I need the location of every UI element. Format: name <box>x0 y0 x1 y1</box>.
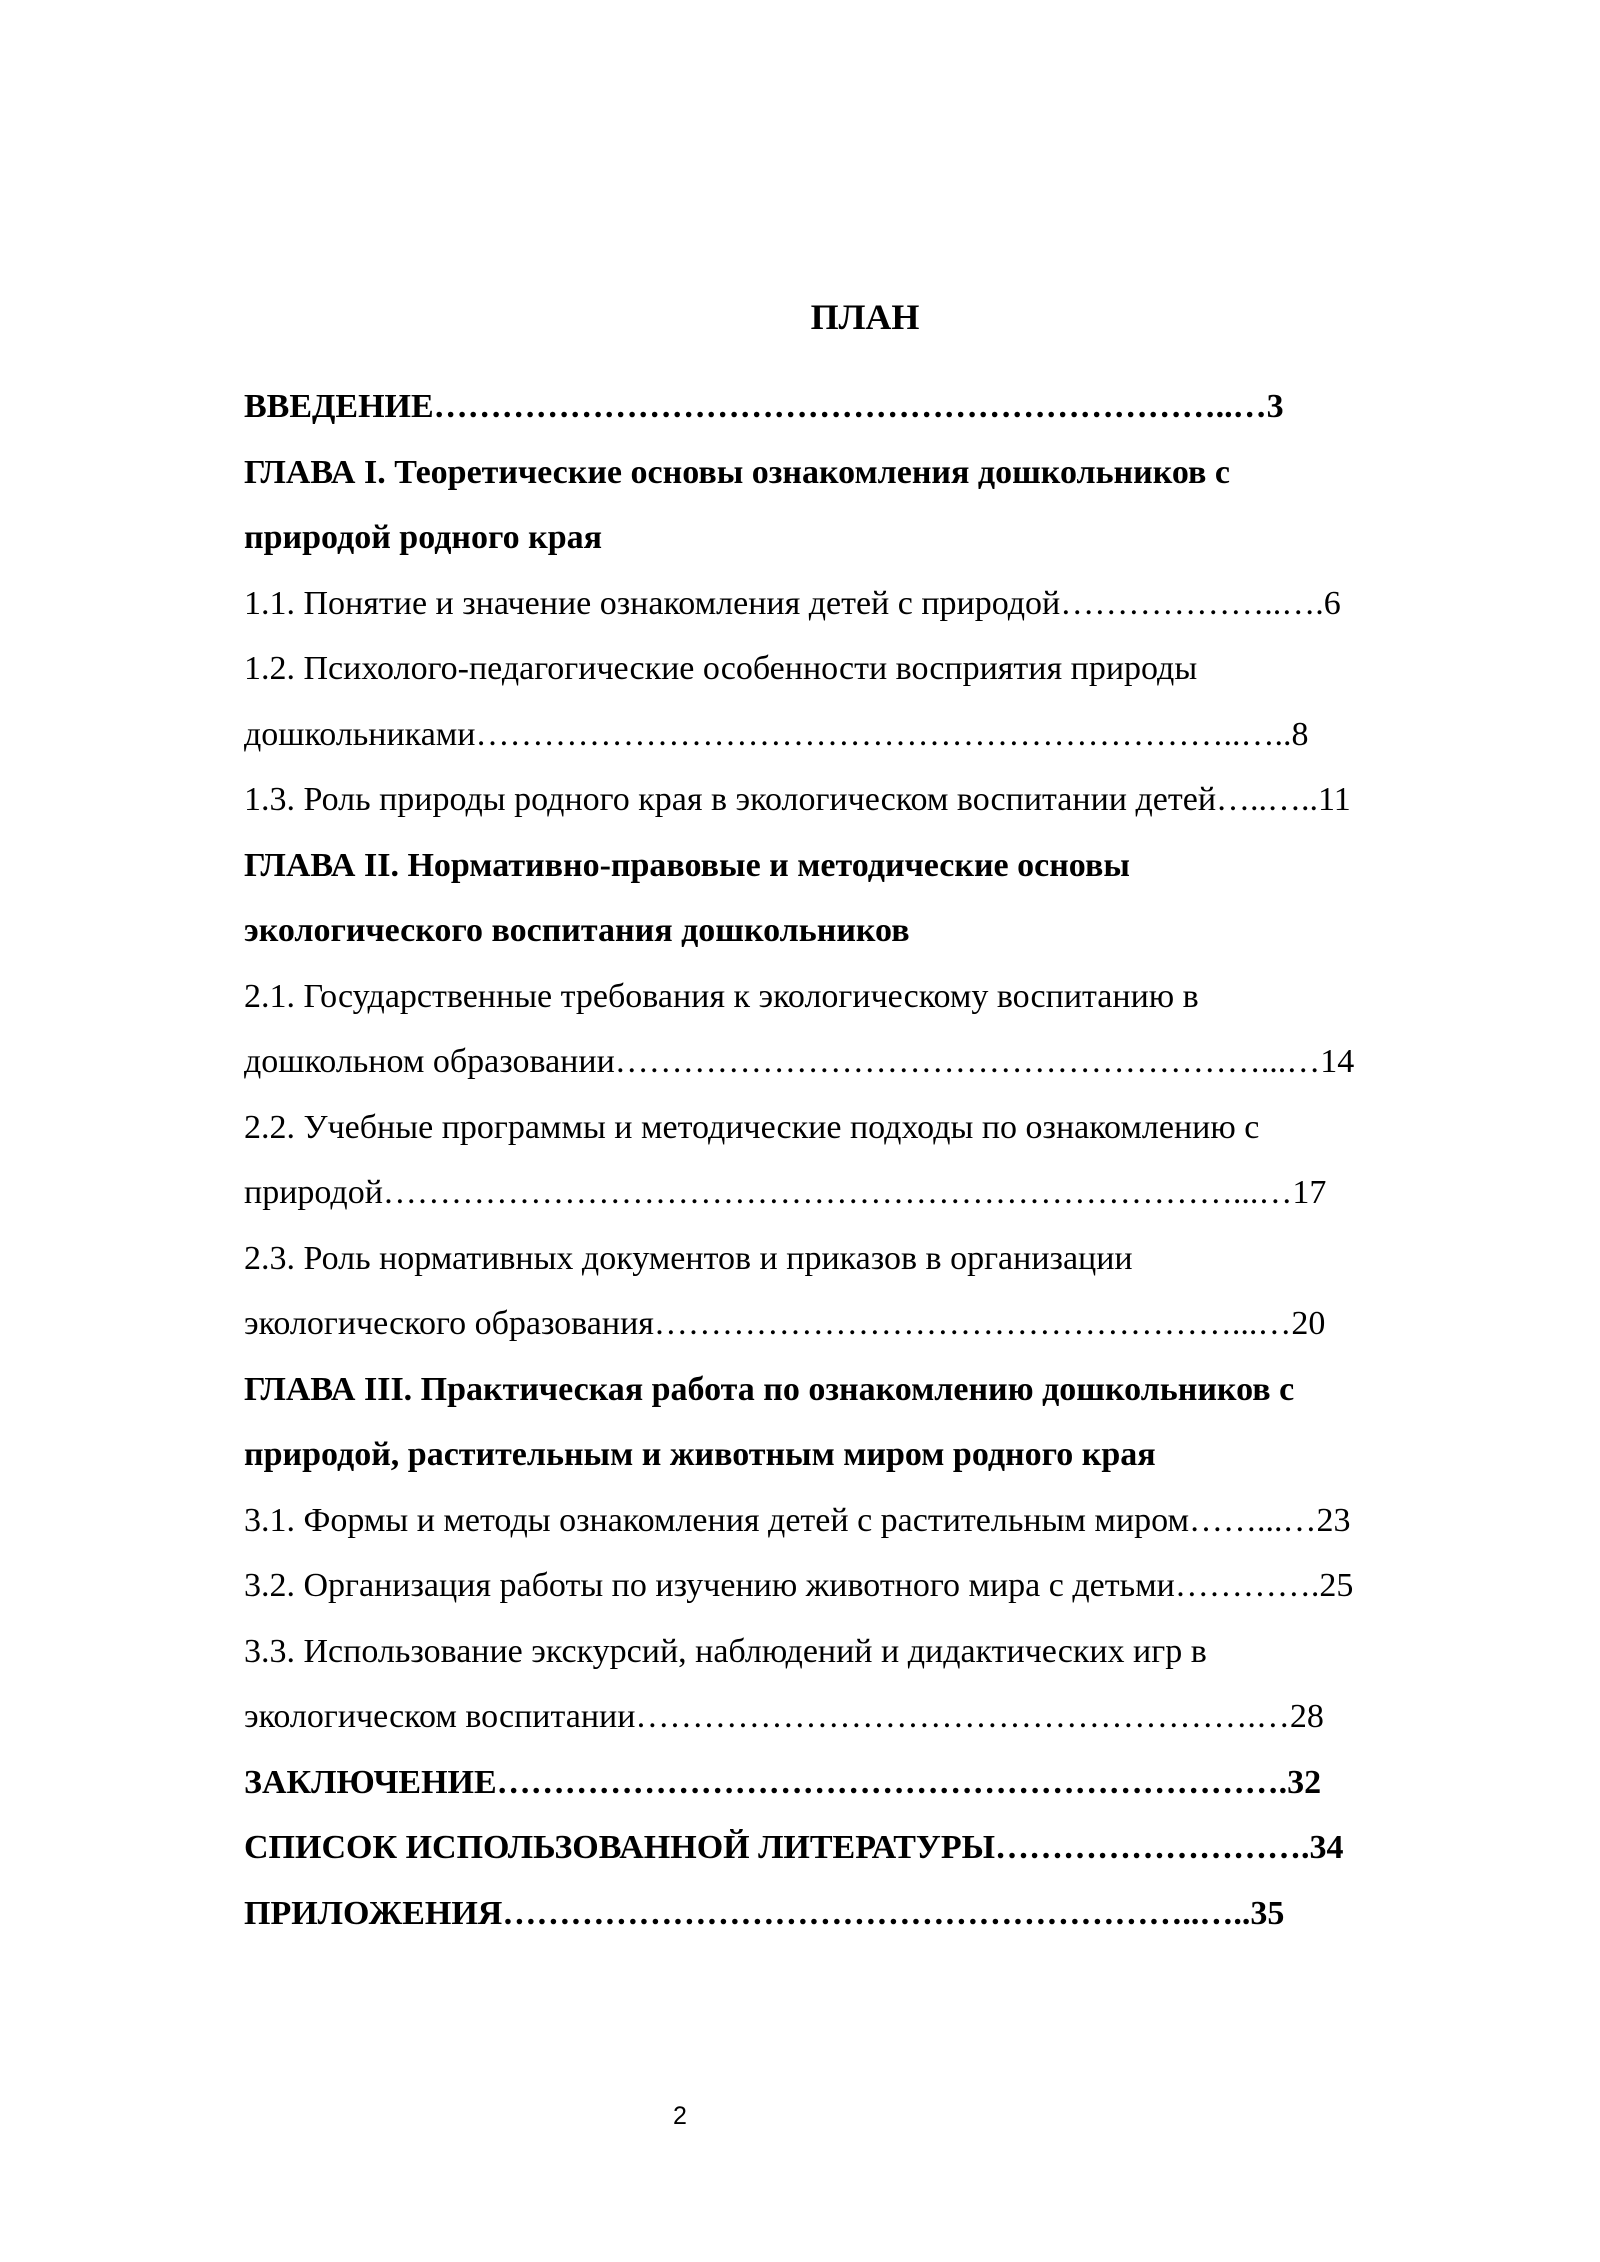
toc-line-section-2-2-continued: природой…………………………………………………………………...…17 <box>244 1174 1327 1211</box>
toc-line-references: СПИСОК ИСПОЛЬЗОВАННОЙ ЛИТЕРАТУРЫ……………………….34 <box>244 1829 1344 1866</box>
toc-line-introduction: ВВЕДЕНИЕ……………………………………………………………..…3 <box>244 388 1284 425</box>
toc-line-section-3-2: 3.2. Организация работы по изучению животного мира с детьми………….25 <box>244 1567 1354 1604</box>
toc-line-section-2-1: 2.1. Государственные требования к экологическому воспитанию в <box>244 977 1199 1015</box>
toc-line-section-1-2: 1.2. Психолого-педагогические особенности восприятия природы <box>244 650 1198 687</box>
toc-line-section-2-3: 2.3. Роль нормативных документов и приказов в организации <box>244 1239 1133 1277</box>
toc-line-chapter-2-title-continued: экологического воспитания дошкольников <box>244 912 910 949</box>
page-title: ПЛАН <box>810 297 920 337</box>
toc-line-section-3-1: 3.1. Формы и методы ознакомления детей с растительным миром……...…23 <box>244 1501 1351 1539</box>
toc-line-chapter-3-title-continued: природой, растительным и животным миром родного края <box>244 1436 1156 1473</box>
toc-line-section-3-3-continued: экологическом воспитании……………………………………………….…28 <box>244 1698 1324 1735</box>
toc-line-section-2-2: 2.2. Учебные программы и методические подходы по ознакомлению с <box>244 1108 1260 1146</box>
toc-line-section-1-2-continued: дошкольниками…………………………………………………………..…..8 <box>244 715 1309 753</box>
toc-line-conclusion: ЗАКЛЮЧЕНИЕ…………………………………………………………….32 <box>244 1763 1322 1801</box>
toc-line-chapter-1-title: ГЛАВА I. Теоретические основы ознакомления дошкольников с <box>244 453 1230 491</box>
toc-line-section-2-1-continued: дошкольном образовании…………………………………………………...…14 <box>244 1043 1355 1080</box>
toc-line-appendices: ПРИЛОЖЕНИЯ……………………………………………………..…..35 <box>244 1894 1285 1932</box>
toc-line-section-3-3: 3.3. Использование экскурсий, наблюдений и дидактических игр в <box>244 1632 1207 1670</box>
table-of-contents <box>244 374 1489 1946</box>
toc-line-chapter-2-title: ГЛАВА II. Нормативно-правовые и методические основы <box>244 846 1130 884</box>
toc-line-section-1-1: 1.1. Понятие и значение ознакомления детей с природой………………..….6 <box>244 584 1341 622</box>
toc-line-chapter-1-title-continued: природой родного края <box>244 519 603 556</box>
page-number: 2 <box>673 2102 687 2130</box>
toc-line-section-1-3: 1.3. Роль природы родного края в экологическом воспитании детей…..…..11 <box>244 781 1351 818</box>
toc-line-section-2-3-continued: экологического образования……………………………………………...…20 <box>244 1305 1326 1342</box>
toc-line-chapter-3-title: ГЛАВА III. Практическая работа по ознакомлению дошкольников с <box>244 1370 1295 1408</box>
